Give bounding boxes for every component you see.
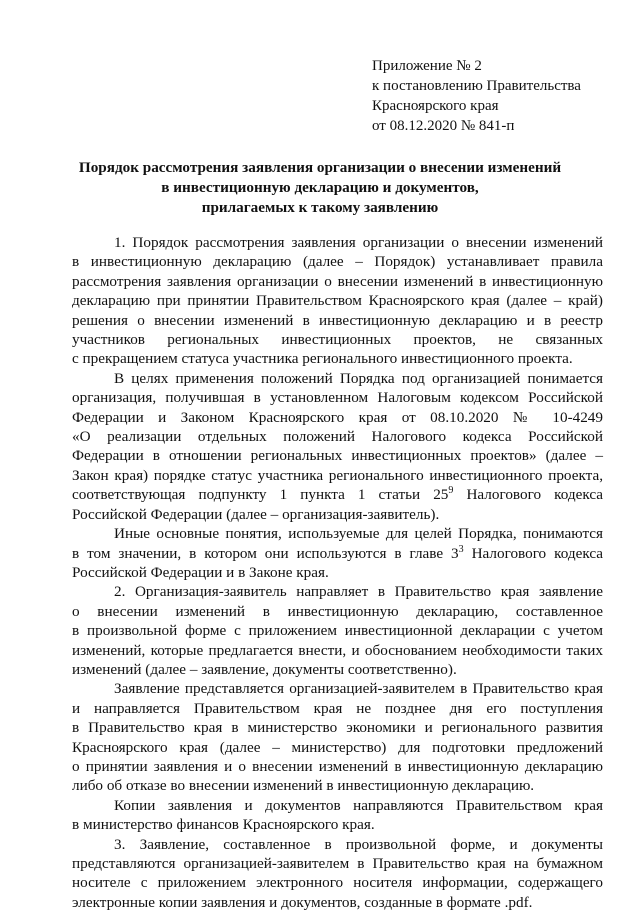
text-line: электронные копии заявления и документов, созданные в формате .pdf.	[72, 893, 533, 911]
text-line: либо об отказе во внесении изменений в инвестиционную декларацию.	[72, 777, 535, 795]
text-line: рассмотрения заявления организации о внесении изменений в инвестиционную	[72, 272, 603, 290]
paragraph-7	[72, 835, 603, 912]
superscript: 9	[448, 485, 454, 497]
text-line: о принятии заявления и о внесении изменений в инвестиционную декларацию	[72, 757, 603, 775]
paragraph-3	[72, 524, 603, 582]
text-line: носителе с приложением электронного носителя информации, содержащего	[72, 874, 603, 892]
text-line: Федерации и Законом Красноярского края от 08.10.2020 № 10-4249	[72, 408, 603, 426]
text-line: организация, получившая в установленном Налоговым кодексом Российской	[72, 389, 603, 407]
title-line: Порядок рассмотрения заявления организации о внесении изменений	[78, 159, 562, 176]
paragraph-5	[72, 679, 603, 795]
text-line-with-superscript	[72, 544, 603, 563]
text-line: «О реализации отдельных положений Налогового кодекса Российской	[72, 428, 603, 446]
document-title	[40, 158, 600, 218]
annex-resolution-ref: к постановлению Правительства	[372, 78, 581, 94]
text-line: в произвольной форме с приложением инвестиционной декларации с учетом	[72, 622, 603, 640]
annex-region: Красноярского края	[372, 98, 499, 114]
text-line: Заявление представляется организацией-заявителем в Правительство края	[114, 680, 603, 698]
superscript: 3	[458, 543, 464, 555]
title-line: прилагаемых к такому заявлению	[201, 199, 439, 216]
text-line: в инвестиционную декларацию (далее – Порядок) устанавливает правила	[72, 253, 603, 271]
text-line: Российской Федерации (далее – организация-заявитель).	[72, 505, 440, 523]
text-line: Красноярского края (далее – министерство) для подготовки предложений	[72, 738, 603, 756]
text-line-with-superscript	[72, 485, 603, 504]
text-line: Иные основные понятия, используемые для целей Порядка, понимаются	[114, 525, 603, 543]
text-line: в министерство финансов Красноярского края.	[72, 816, 375, 834]
paragraph-1	[72, 233, 603, 369]
text-line: изменений (далее – заявление, документы соответственно).	[72, 660, 457, 678]
text-line: в Правительство края в министерство экономики и регионального развития	[72, 719, 603, 737]
text-line: Федерации в отношении региональных инвестиционных проектов» (далее –	[72, 447, 603, 465]
text-line: декларацию при принятии Правительством Красноярского края (далее – край)	[72, 292, 603, 310]
annex-number: Приложение № 2	[372, 58, 482, 74]
text-fragment: в том значении, в котором они используются в главе 3	[72, 544, 459, 562]
text-line: 1. Порядок рассмотрения заявления организации о внесении изменений	[114, 234, 603, 251]
text-line: с прекращением статуса участника регионального инвестиционного проекта.	[72, 350, 573, 368]
annex-date-number: от 08.12.2020 № 841-п	[372, 118, 515, 134]
text-fragment: Налогового кодекса	[453, 486, 603, 504]
text-line: Российской Федерации и в Законе края.	[72, 563, 329, 581]
text-line: изменений, которые предлагается внести, и обоснованием необходимости таких	[72, 641, 603, 659]
text-line: Закон края) порядке статус участника регионального инвестиционного проекта,	[72, 466, 603, 484]
paragraph-2	[72, 369, 603, 524]
text-fragment: Налогового кодекса	[463, 544, 603, 562]
text-line: представляются организацией-заявителем в Правительство края на бумажном	[72, 855, 603, 872]
text-line: и направляется Правительством края не позднее дня его поступления	[72, 699, 603, 717]
text-line: решения о внесении изменений в инвестиционную декларацию и в реестр	[72, 311, 603, 329]
text-line: 2. Организация-заявитель направляет в Правительство края заявление	[114, 583, 603, 601]
text-fragment: соответствующая подпункту 1 пункта 1 статьи 25	[72, 486, 449, 504]
paragraph-6	[72, 796, 603, 835]
text-line: 3. Заявление, составленное в произвольной форме, и документы	[114, 835, 603, 853]
text-line: участников региональных инвестиционных проектов, не связанных	[72, 331, 603, 349]
text-line: В целях применения положений Порядка под организацией понимается	[114, 369, 603, 387]
text-line: о внесении изменений в инвестиционную декларацию, составленное	[72, 602, 603, 620]
title-line: в инвестиционную декларацию и документов,	[161, 179, 479, 196]
annex-header	[372, 56, 581, 136]
paragraph-4	[72, 582, 603, 679]
text-line: Копии заявления и документов направляются Правительством края	[114, 796, 603, 814]
document-body	[72, 233, 603, 912]
